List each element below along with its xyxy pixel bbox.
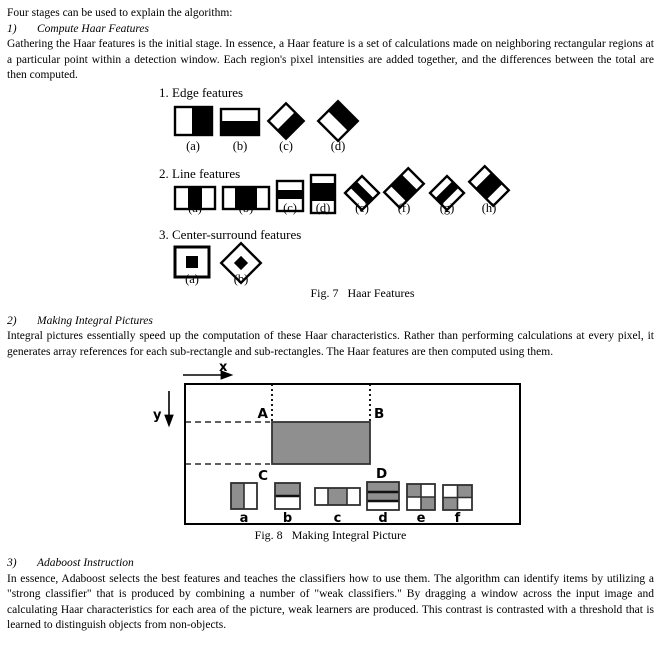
black-region (192, 107, 212, 135)
section-1-number: 1) (7, 22, 17, 35)
corner-label-b: B (374, 406, 385, 423)
y-axis-label: y (153, 408, 162, 424)
subrect-box-e (407, 484, 435, 510)
center-surround-title: 3. Center-surround features (159, 226, 302, 242)
corner-label-a: A (257, 406, 268, 423)
document-page (7, 6, 654, 634)
section-1-paragraph: Gathering the Haar features is the initial stage. In essence, a Haar feature is a set of calculations made on neighboring rectangular regions at a particular point within a detection window. Each region's pixel intensities are added together, and the differences between the total are then computed. (7, 38, 654, 82)
integral-picture-diagram (147, 360, 527, 528)
edge-label-a: (a) (186, 138, 200, 153)
line-features-title: 2. Line features (159, 165, 241, 181)
section-3-title: Adaboost Instruction (37, 556, 134, 569)
gray-cell-top-right (458, 485, 473, 498)
line-label-b: (b) (238, 200, 254, 215)
line-label-h: (h) (481, 200, 497, 215)
edge-label-d: (d) (330, 138, 346, 153)
line-label-c: (c) (283, 200, 297, 215)
section-3-heading (7, 556, 654, 572)
section-2-paragraph: Integral pictures essentially speed up the computation of these Haar characteristics. Rather than performing calculations at every pixel, it generates array references for each sub-rectangle and sub-rectangles. The Haar features are then computed using them. (7, 330, 654, 358)
edge-label-c: (c) (279, 138, 293, 153)
section-1-heading (7, 22, 654, 38)
section-3-paragraph: In essence, Adaboost selects the best features and teaches the classifiers how to use them. The algorithm can identify items by utilizing a "strong classifier" that is produced by combining a number of "weak classifiers." By dragging a window across the input image and calculating Haar characteristics for each area of the picture, weak learners are produced. This contrast is contrasted with a threshold that is learned to distinguish objects from non-objects. (7, 572, 654, 632)
box-label-f: f (454, 511, 461, 527)
center-label-a: (a) (185, 271, 199, 286)
line-label-d: (d) (315, 200, 331, 215)
black-center (186, 256, 198, 268)
subrect-box-c (315, 488, 360, 505)
subrect-box-b (275, 483, 300, 509)
gray-cell-top-left (407, 484, 421, 497)
gray-sum-rectangle (272, 422, 370, 464)
line-label-a: (a) (188, 200, 202, 215)
section-3-number: 3) (7, 556, 17, 569)
edge-feature-c-tilted (268, 103, 303, 138)
line-label-e: (e) (355, 200, 369, 215)
line-label-f: (f) (397, 200, 411, 215)
figure-7-caption-text: Haar Features (347, 285, 415, 300)
edge-features-title: 1. Edge features (159, 85, 244, 100)
black-region (311, 183, 335, 201)
edge-feature-b (221, 109, 259, 135)
figure-7-haar-features (7, 86, 654, 302)
corner-label-c: C (258, 468, 268, 485)
gray-cell (231, 483, 244, 509)
gray-cell (328, 488, 347, 505)
box-label-c: c (333, 511, 342, 527)
edge-feature-d-tilted (318, 101, 358, 141)
line-feature-h-tilted (469, 166, 509, 206)
box-label-b: b (282, 511, 293, 527)
figure-8-caption-number: Fig. 8 (254, 528, 283, 543)
figure-7-caption-number: Fig. 7 (310, 285, 339, 300)
gray-cell (275, 483, 300, 496)
subrect-box-f (443, 485, 472, 510)
intro-line: Four stages can be used to explain the algorithm: (7, 7, 233, 19)
figure-7-caption (7, 286, 654, 302)
box-label-d: d (378, 511, 388, 527)
center-label-b: (b) (233, 271, 249, 286)
corner-label-d: D (376, 466, 388, 483)
black-region (277, 190, 303, 199)
figure-8-integral-picture (7, 360, 654, 544)
figure-8-caption (7, 528, 654, 544)
subrect-box-d (367, 482, 399, 510)
x-axis-label: x (219, 360, 228, 376)
section-2-title: Making Integral Pictures (37, 314, 153, 327)
gray-cell-bottom-right (421, 497, 435, 510)
black-region (221, 121, 259, 135)
section-2-heading (7, 314, 654, 330)
figure-8-caption-text: Making Integral Picture (291, 528, 407, 543)
gray-cell-bottom-left (443, 498, 458, 511)
subrect-box-a (231, 483, 257, 509)
haar-features-diagram (155, 86, 523, 286)
section-1-title: Compute Haar Features (37, 22, 150, 35)
box-label-e: e (416, 511, 426, 527)
edge-feature-a (175, 107, 212, 135)
box-label-a: a (239, 511, 249, 527)
line-label-g: (g) (439, 200, 455, 215)
edge-label-b: (b) (232, 138, 248, 153)
section-2-number: 2) (7, 314, 17, 327)
